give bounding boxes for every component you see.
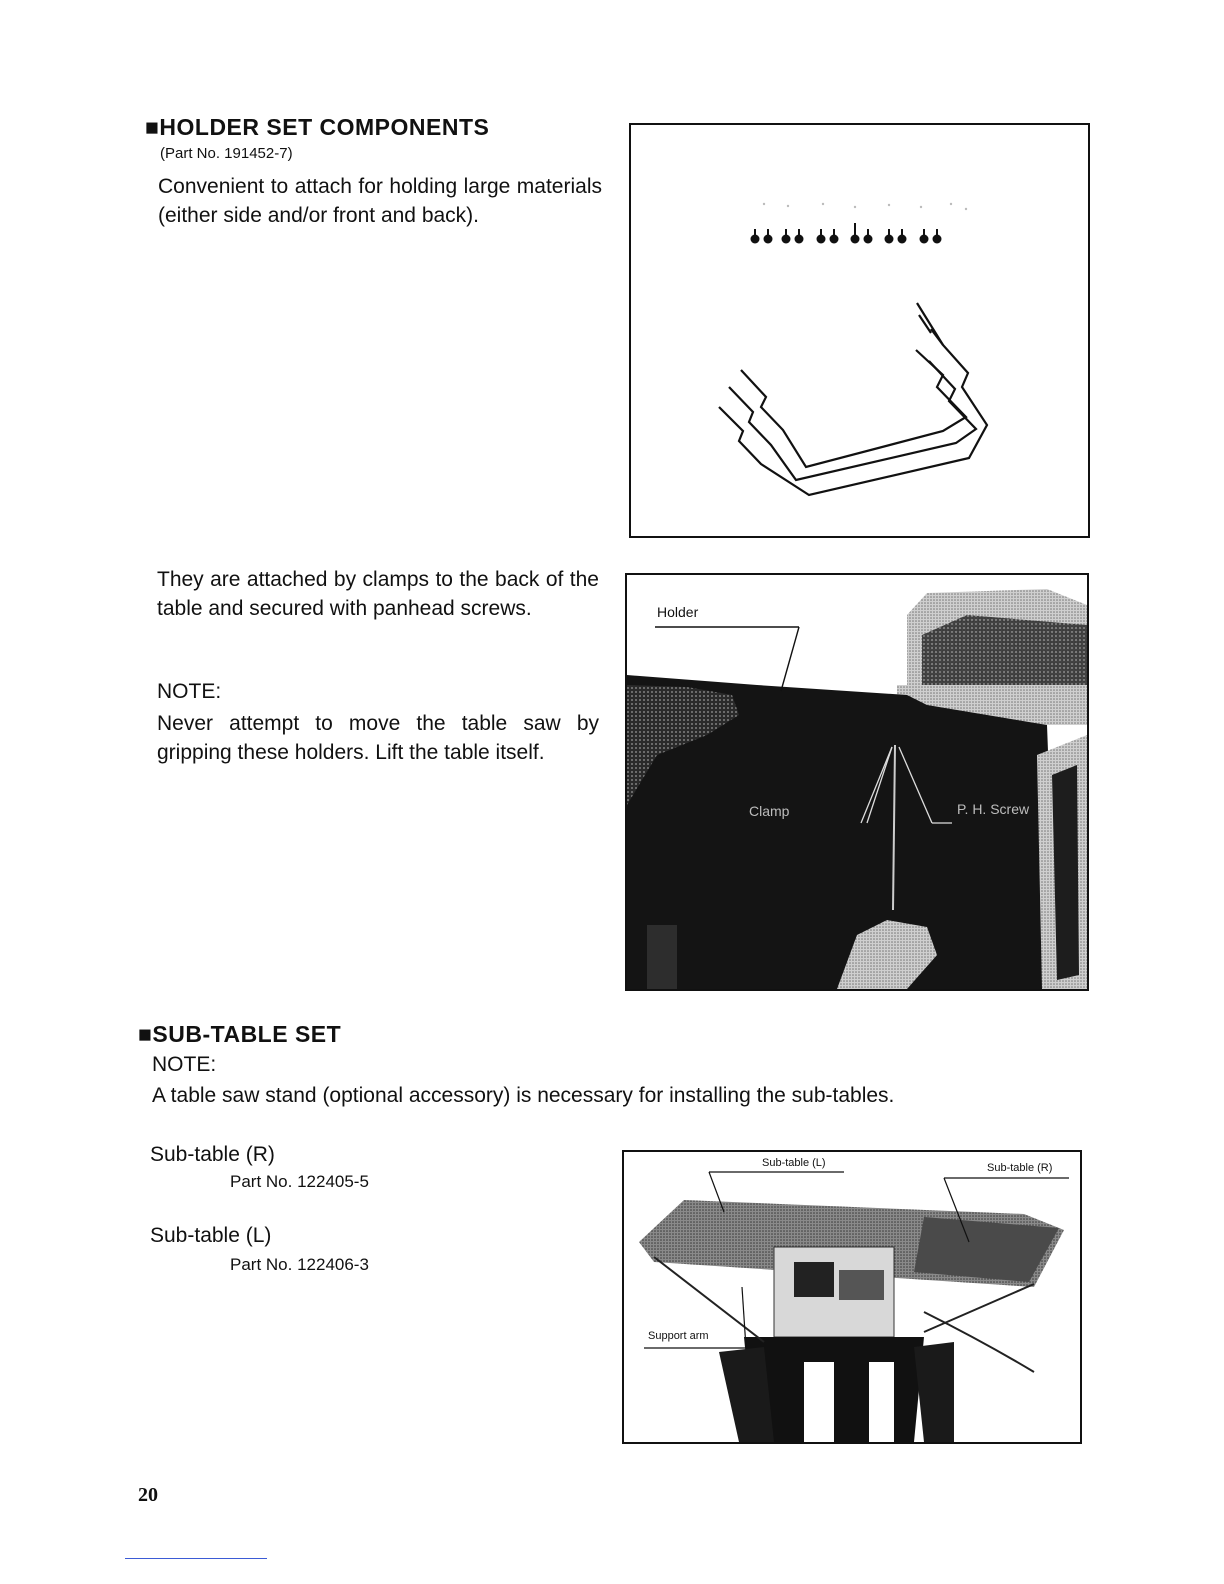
holder-attach-photo (625, 573, 1089, 991)
subtable-photo (622, 1150, 1082, 1444)
subtable-photo-drawing (624, 1152, 1080, 1442)
screw-shadows (763, 203, 967, 210)
subtable-l-part: Part No. 122406-3 (230, 1255, 369, 1274)
holder-heading: ■HOLDER SET COMPONENTS (145, 114, 490, 140)
holder-photo-label: Holder (657, 604, 699, 620)
subtable-l-name: Sub-table (L) (150, 1224, 272, 1247)
holder-parts-drawing (631, 125, 1088, 536)
holder-note-text: Never attempt to move the table saw by gripping these holders. Lift the table itself. (157, 712, 599, 764)
subtable-r-name: Sub-table (R) (150, 1143, 275, 1166)
footer-rule (125, 1558, 267, 1559)
clamp-photo-label: Clamp (749, 803, 790, 819)
screws-row (751, 223, 942, 244)
subtable-heading: ■SUB-TABLE SET (138, 1021, 342, 1047)
holder-parts-figure (629, 123, 1090, 538)
holder-description: Convenient to attach for holding large materials (either side and/or front and back). (158, 175, 602, 227)
subtable-l-callout: Sub-table (L) (762, 1157, 826, 1169)
support-arm-callout: Support arm (648, 1330, 709, 1342)
subtable-r-part: Part No. 122405-5 (230, 1172, 369, 1191)
subtable-note-text: A table saw stand (optional accessory) is necessary for installing the sub-tables. (152, 1084, 895, 1107)
subtable-r-callout: Sub-table (R) (987, 1162, 1053, 1174)
page-number: 20 (138, 1484, 158, 1506)
screw-photo-label: P. H. Screw (957, 801, 1030, 817)
holder-rods (719, 303, 987, 495)
holder-note-label: NOTE: (157, 680, 222, 703)
subtable-note-label: NOTE: (152, 1053, 217, 1076)
holder-photo-drawing (627, 575, 1087, 989)
holder-part-number: (Part No. 191452-7) (160, 145, 293, 162)
holder-attach-text: They are attached by clamps to the back of the table and secured with panhead screws. (157, 568, 599, 620)
